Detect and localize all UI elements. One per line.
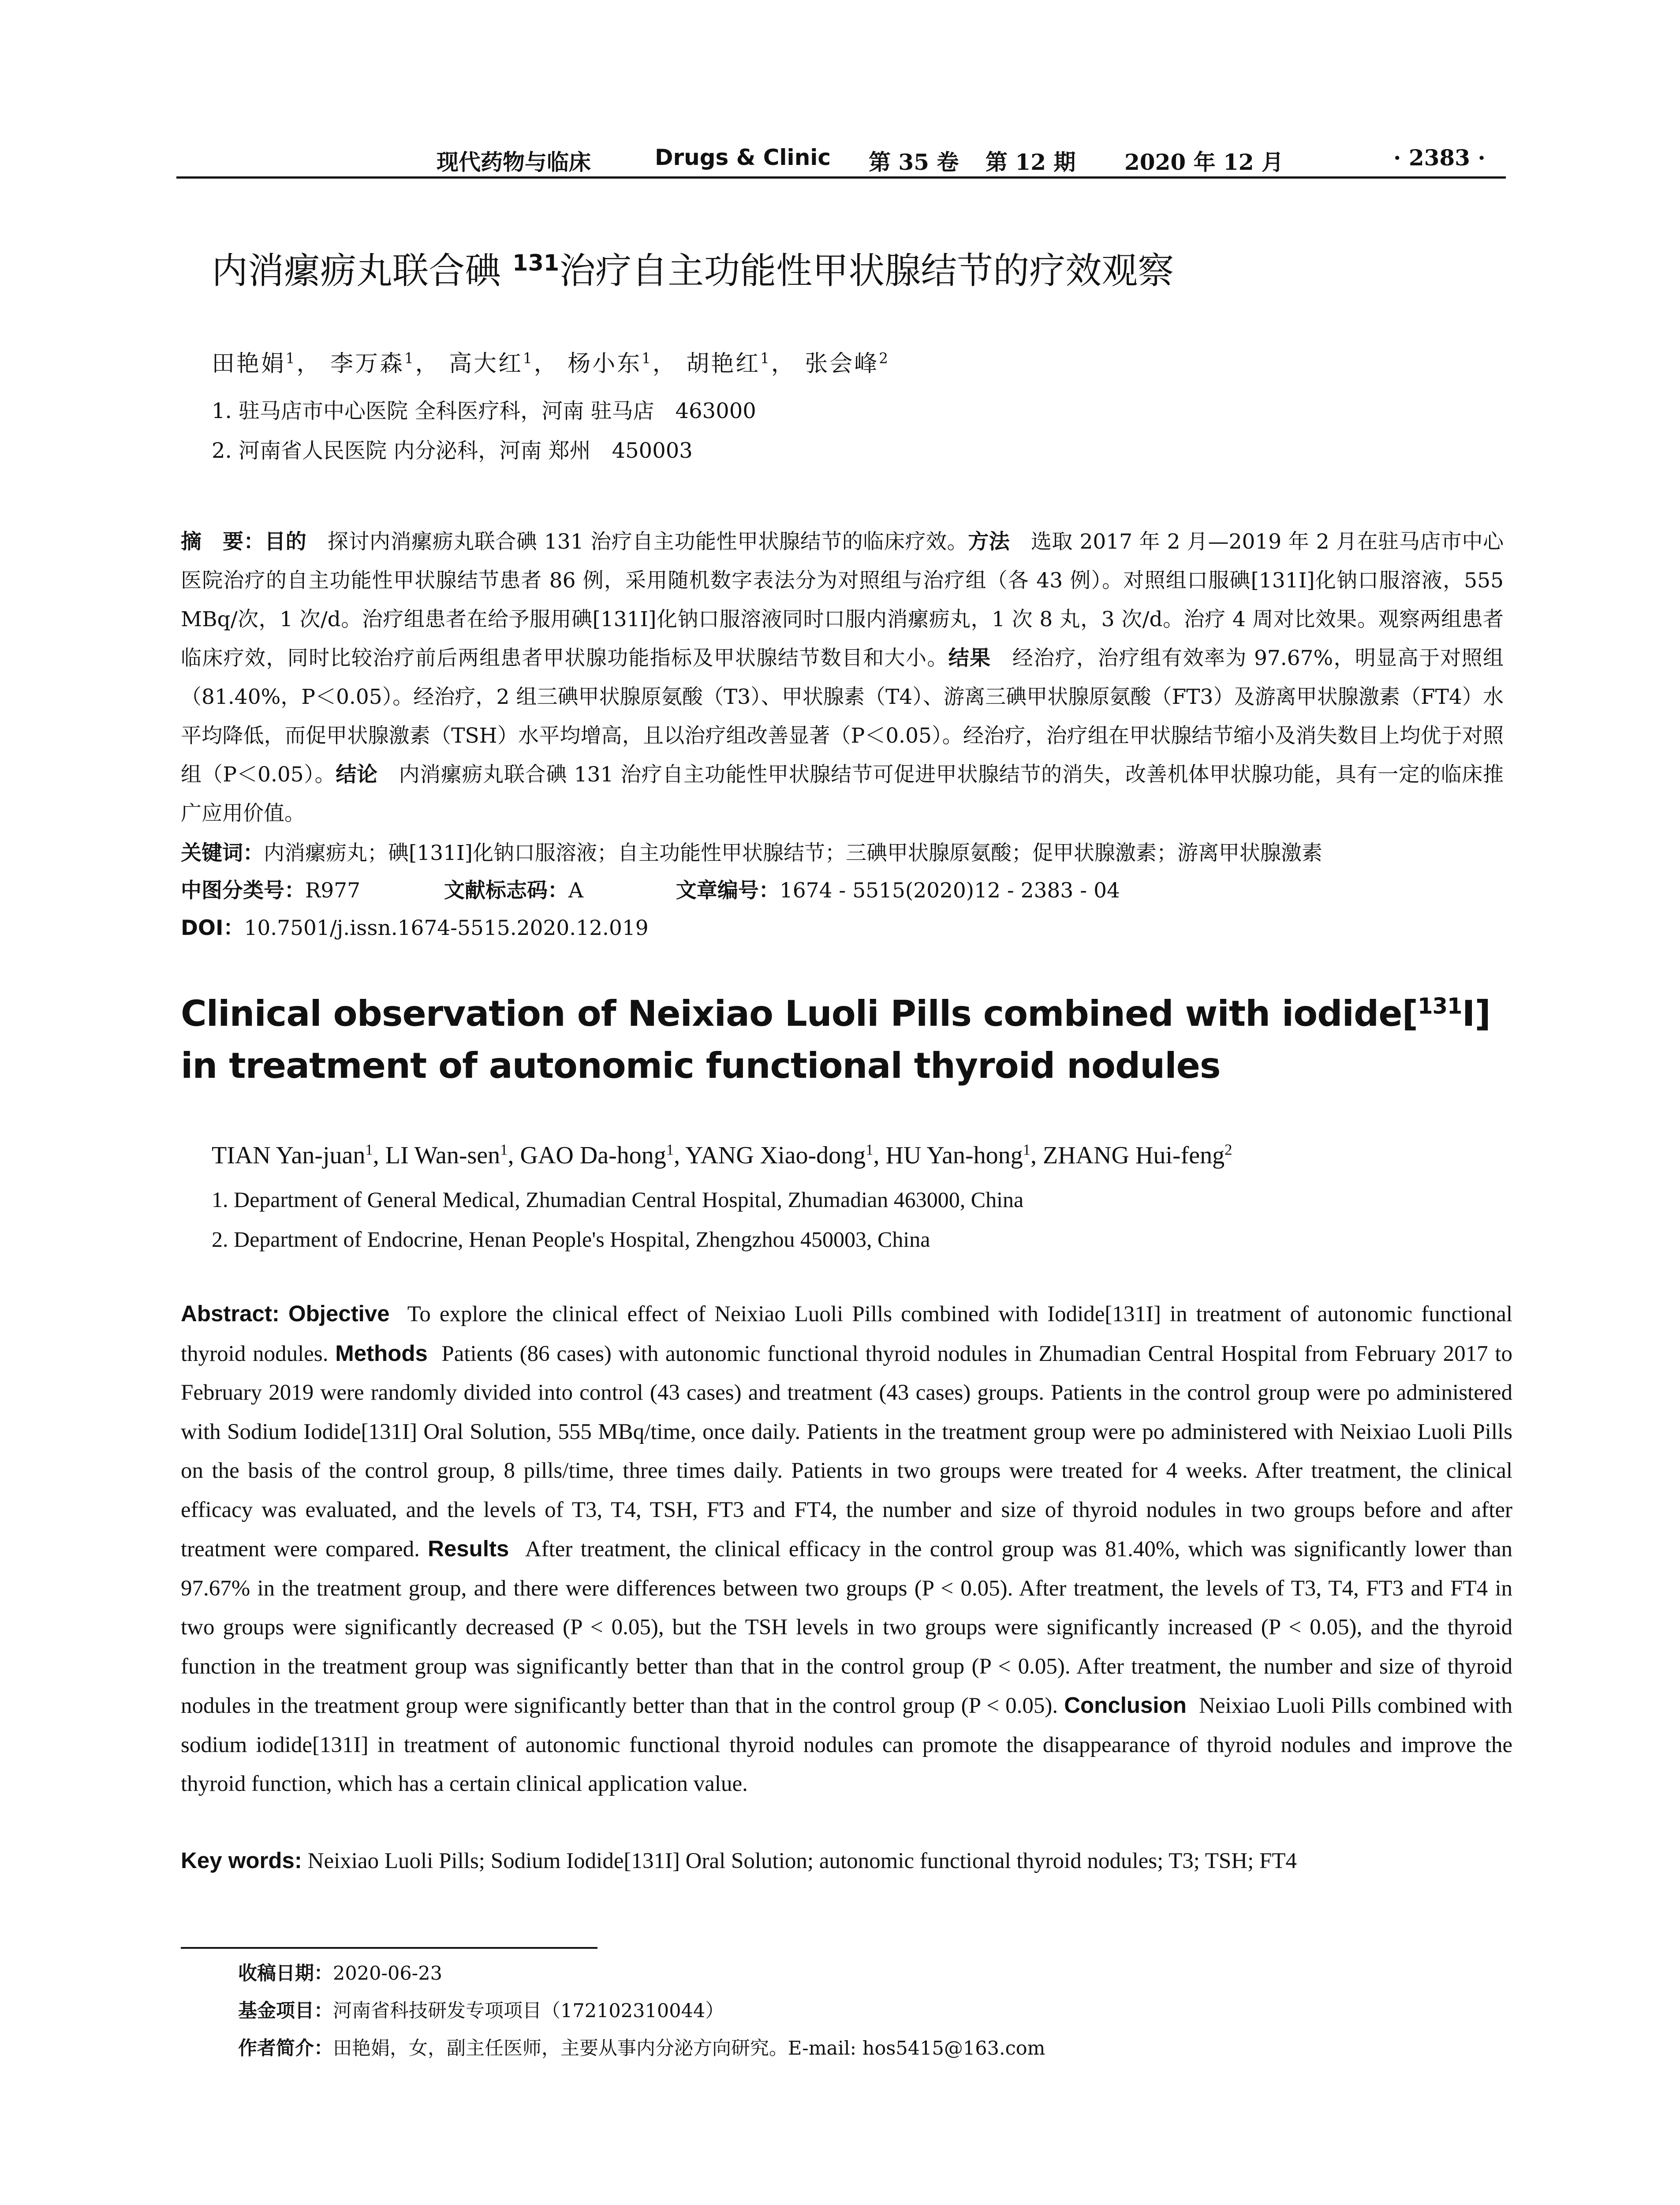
journal-name-en: Drugs & Clinic [655,145,831,170]
chinese-affiliation-1: 1. 驻马店市中心医院 全科医疗科，河南 驻马店 463000 [212,399,756,423]
chinese-title: 内消瘰疬丸联合碘 $^{131}$治疗自主功能性甲状腺结节的疗效观察 [212,250,1174,292]
author-name: 张会峰 [805,351,879,377]
author-bio: 作者简介：田艳娟，女，副主任医师，主要从事内分泌方向研究。E-mail: hos5415@163.com [238,2037,1045,2059]
chinese-keywords: 关键词：内消瘰疬丸；碘[131I]化钠口服溶液；自主功能性甲状腺结节；三碘甲状腺原氨酸；促甲状腺激素；游离甲状腺激素 [181,841,1322,865]
footnote-rule [181,1947,597,1949]
author-name: GAO Da-hong [520,1142,666,1169]
author-name: HU Yan-hong [885,1142,1023,1169]
issue-date: 2020 年 12 月 [1124,149,1284,175]
header-rule [176,176,1506,179]
classification-line: 中图分类号：R977 文献标志码：A 文章编号：1674 - 5515(2020)12 - 2383 - 04 [181,878,1120,903]
page-number: · 2383 · [1393,145,1486,171]
chinese-abstract: 摘 要：目的 探讨内消瘰疬丸联合碘 131 治疗自主功能性甲状腺结节的临床疗效。方法 选取 2017 年 2 月—2019 年 2 月在驻马店市中心医院治疗的自主功能性甲状腺结节患者 86 例，采用随机数字表法分为对照组与治疗组（各 43 例）。对照组口服碘[131I]化钠口服溶液，555 MBq/次，1 次/d。治疗组患者在给予服用碘[131I]化钠口服溶液同时口服内消瘰疬丸，1 次 8 丸，3 次/d。治疗 4 周对比效果。观察两组患者临床疗效，同时比较治疗前后两组患者甲状腺功能指标及甲状腺结节数目和大小。结果 经治疗，治疗组有效率为 97.67%，明显高于对照组（81.40%，P＜0.05）。经治疗，2 组三碘甲状腺原氨酸（T3）、甲状腺素（T4）、游离三碘甲状腺原氨酸（FT3）及游离甲状腺激素（FT4）水平均降低，而促甲状腺激素（TSH）水平均增高，且以治疗组改善显著（P＜0.05）。经治疗，治疗组在甲状腺结节缩小及消失数目上均优于对照组（P＜0.05）。结论 内消瘰疬丸联合碘 131 治疗自主功能性甲状腺结节可促进甲状腺结节的消失，改善机体甲状腺功能，具有一定的临床推广应用价值。 [181,530,1504,826]
issue: 第 12 期 [986,149,1076,175]
english-abstract: Abstract: Objective To explore the clinical effect of Neixiao Luoli Pills combined with Iodide[131I] in treatment of autonomic functional thyroid nodules. Methods Patients (86 cases) with autonomic functional thyroid nodules in Zhumadian Central Hospital from February 2017 to February 2019 were randomly divided into control (43 cases) and treatment (43 cases) groups. Patients in the control group were po administered with Sodium Iodide[131I] Oral Solution, 555 MBq/time, once daily. Patients in the treatment group were po administered with Neixiao Luoli Pills on the basis of the control group, 8 pills/time, three times daily. Patients in two groups were treated for 4 weeks. After treatment, the clinical efficacy was evaluated, and the levels of T3, T4, TSH, FT3 and FT4, the number and size of thyroid nodules in two groups before and after treatment were compared. Results After treatment, the clinical efficacy in the control group was 81.40%, which was significantly lower than 97.67% in the treatment group, and there were differences between two groups (P < 0.05). After treatment, the levels of T3, T4, FT3 and FT4 in two groups were significantly decreased (P < 0.05), but the TSH levels in two groups were significantly increased (P < 0.05), and the thyroid function in the treatment group was significantly better than that in the control group (P < 0.05). After treatment, the number and size of thyroid nodules in the treatment group were significantly better than that in the control group (P < 0.05). Conclusion Neixiao Luoli Pills combined with sodium iodide[131I] in treatment of autonomic functional thyroid nodules can promote the disappearance of thyroid nodules and improve the thyroid function, which has a certain clinical application value. [181,1301,1513,1796]
received-date: 收稿日期：2020-06-23 [238,1962,442,1984]
doi-line: DOI：10.7501/j.issn.1674-5515.2020.12.019 [181,916,649,940]
author-name: 田艳娟 [212,351,286,377]
journal-name-cn: 现代药物与临床 [437,149,591,175]
english-title: Clinical observation of Neixiao Luoli Pills combined with iodide[$^{131}$I] in treatment of autonomic functional thyroid nodules [181,993,1490,1086]
author-name: TIAN Yan-juan [212,1142,366,1169]
author-name: 杨小东 [567,351,642,377]
english-keywords: Key words: Neixiao Luoli Pills; Sodium Iodide[131I] Oral Solution; autonomic functional thyroid nodules; T3; TSH; FT4 [181,1848,1297,1873]
chinese-affiliation-2: 2. 河南省人民医院 内分泌科，河南 郑州 450003 [212,438,693,463]
author-name: 李万森 [330,351,405,377]
english-affiliation-1: 1. Department of General Medical, Zhumadian Central Hospital, Zhumadian 463000, China [212,1187,1024,1212]
english-affiliation-2: 2. Department of Endocrine, Henan People's Hospital, Zhengzhou 450003, China [212,1227,930,1252]
author-name: YANG Xiao-dong [685,1142,866,1169]
author-name: 高大红 [449,351,523,377]
author-name: LI Wan-sen [385,1142,500,1169]
author-name: ZHANG Hui-feng [1043,1142,1225,1169]
fund-info: 基金项目：河南省科技研发专项项目（172102310044） [238,2000,724,2022]
author-name: 胡艳红 [686,351,761,377]
volume: 第 35 卷 [869,149,959,175]
running-header [176,141,1506,175]
english-authors: TIAN Yan-juan$^1$, LI Wan-sen$^1$, GAO Da-hong$^1$, YANG Xiao-dong$^1$, HU Yan-hong$^1$, ZHANG Hui-feng$^2$ [212,1141,1232,1169]
chinese-authors: 田艳娟$^1$， 李万森$^1$， 高大红$^1$， 杨小东$^1$， 胡艳红$^1$， 张会峰$^2$ [212,350,890,377]
